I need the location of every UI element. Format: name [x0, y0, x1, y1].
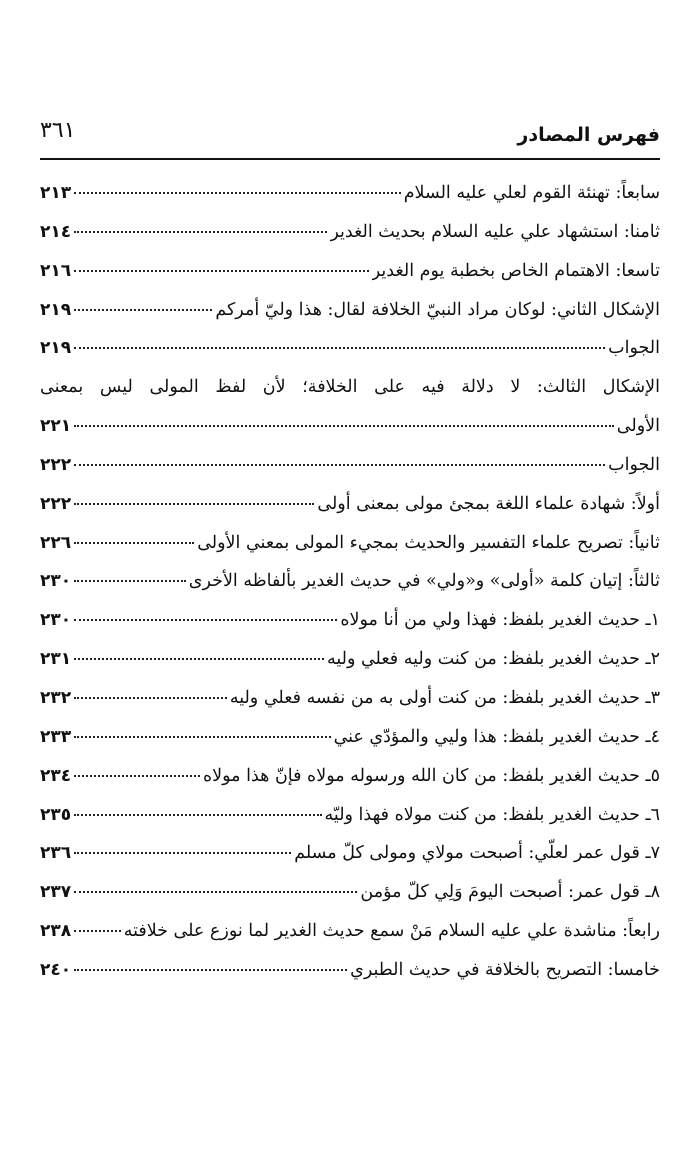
dot-leader: [74, 736, 330, 738]
dot-leader: [74, 814, 321, 816]
toc-entry: [40, 951, 660, 990]
toc-entry: [40, 601, 660, 640]
running-title: فهرس المصادر: [517, 124, 660, 146]
toc-entry-title: الجواب: [608, 454, 660, 475]
dot-leader: [74, 542, 194, 544]
dot-leader: [74, 969, 347, 971]
toc-entry-page: ٢٣٠: [40, 571, 72, 592]
header-divider: [40, 158, 660, 160]
page-number: ٣٦١: [40, 118, 76, 143]
toc-entry-title: ثالثاً: إتيان كلمة «أولى» و«ولي» في حديث الغدير بألفاظه الأخرى: [188, 571, 660, 592]
dot-leader: [74, 192, 401, 194]
toc-entry-title: ثانياً: تصريح علماء التفسير والحديث بمجيء المولى بمعني الأولى: [197, 532, 660, 553]
toc-entry-page: ٢٣٢: [40, 687, 72, 708]
dot-leader: [74, 697, 227, 699]
toc-entry-page: ٢٣٥: [40, 804, 72, 825]
toc-entry: [40, 213, 660, 252]
toc-entry-page: ٢٢١: [40, 416, 72, 437]
toc-entry-title: سابعاً: تهنئة القوم لعلي عليه السلام: [403, 183, 660, 203]
toc-entry-title: ١ـ حديث الغدير بلفظ: فهذا ولي من أنا مولاه: [340, 610, 660, 631]
toc-entry-page: ٢٣٠: [40, 610, 72, 631]
toc-entry: [40, 562, 660, 601]
toc-entry: [40, 252, 660, 291]
dot-leader: [74, 347, 605, 349]
toc-entry-title: الجواب: [608, 338, 660, 359]
toc-entry: [40, 873, 660, 912]
toc-entry-title: ٦ـ حديث الغدير بلفظ: من كنت مولاه فهذا وليّه: [324, 804, 660, 825]
toc-entry: [40, 912, 660, 951]
toc-entry-title: أولاً: شهادة علماء اللغة بمجئ مولى بمعنى أولى: [317, 493, 660, 514]
dot-leader: [74, 930, 121, 932]
dot-leader: [74, 309, 212, 311]
toc-entry-title: تاسعا: الاهتمام الخاص بخطبة يوم الغدير: [371, 260, 660, 281]
toc-entry: [40, 640, 660, 679]
toc-entry-title: الإشكال الثالث: لا دلالة فيه على الخلافة؛ لأن لفظ المولى ليس بمعنى: [40, 377, 660, 398]
toc-entry-title: الإشكال الثاني: لوكان مراد النبيّ الخلافة لقال: هذا وليّ أمركم: [215, 299, 660, 320]
dot-leader: [74, 891, 357, 893]
toc-entry-page: ٢١٣: [40, 183, 72, 203]
toc-entry-title: ٤ـ حديث الغدير بلفظ: هذا وليي والمؤدّي عني: [333, 726, 660, 747]
dot-leader: [74, 580, 186, 582]
toc-entry-page: ٢٣٧: [40, 882, 72, 903]
toc-entry: [40, 329, 660, 368]
toc-entry: [40, 796, 660, 835]
toc-entry: [40, 757, 660, 796]
toc-entry-title: ٨ـ قول عمر: أصبحت اليومَ وَلِي كلّ مؤمن: [360, 882, 660, 903]
toc-entry-page: ٢٣٤: [40, 765, 72, 786]
toc-entry-title: ٥ـ حديث الغدير بلفظ: من كان الله ورسوله مولاه فإنّ هذا مولاه: [202, 765, 660, 786]
toc-entry-title: ٣ـ حديث الغدير بلفظ: من كنت أولى به من نفسه فعلي وليه: [229, 687, 660, 708]
toc-entry-title: رابعاً: مناشدة علي عليه السلام مَنْ سمع حديث الغدير لما نوزع على خلافته: [123, 921, 660, 942]
toc-entry-title: خامسا: التصريح بالخلافة في حديث الطبري: [350, 959, 660, 980]
toc-entry-page: ٢٣٣: [40, 726, 72, 747]
toc-entry-page: ٢١٩: [40, 299, 72, 320]
dot-leader: [74, 658, 324, 660]
toc-entry-page: ٢٣٦: [40, 843, 72, 864]
toc-entry: [40, 407, 660, 446]
toc-entry: [40, 291, 660, 330]
toc-entry-page: ٢٢٢: [40, 493, 72, 514]
toc-entry-page: ٢٣١: [40, 649, 72, 670]
toc-entry-page: ٢٢٢: [40, 454, 72, 475]
toc-entry: [40, 485, 660, 524]
toc-entry-page: ٢٣٨: [40, 921, 72, 942]
toc-entry-page: ٢١٦: [40, 260, 72, 281]
toc-entry-title: ٧ـ قول عمر لعلّي: أصبحت مولاي ومولى كلّ مسلم: [294, 843, 660, 864]
dot-leader: [74, 425, 614, 427]
toc-entry-page: ٢١٩: [40, 338, 72, 359]
toc-entry-page: ٢١٤: [40, 221, 72, 242]
dot-leader: [74, 231, 327, 233]
toc-entry-continued: [40, 368, 660, 407]
dot-leader: [74, 464, 605, 466]
toc-entry-page: ٢٢٦: [40, 532, 72, 553]
toc-entry: [40, 446, 660, 485]
dot-leader: [74, 852, 291, 854]
table-of-contents: [40, 174, 660, 990]
dot-leader: [74, 619, 337, 621]
toc-entry: [40, 718, 660, 757]
page-header: [40, 118, 660, 152]
dot-leader: [74, 775, 200, 777]
dot-leader: [74, 503, 314, 505]
toc-entry: [40, 524, 660, 563]
toc-entry: [40, 834, 660, 873]
toc-entry: [40, 679, 660, 718]
toc-entry: [40, 174, 660, 213]
dot-leader: [74, 270, 369, 272]
toc-entry-title: ٢ـ حديث الغدير بلفظ: من كنت وليه فعلي وليه: [326, 649, 660, 670]
toc-entry-page: ٢٤٠: [40, 959, 72, 980]
toc-entry-title: الأولى: [616, 416, 660, 437]
toc-entry-title: ثامنا: استشهاد علي عليه السلام بحديث الغدير: [330, 221, 660, 242]
